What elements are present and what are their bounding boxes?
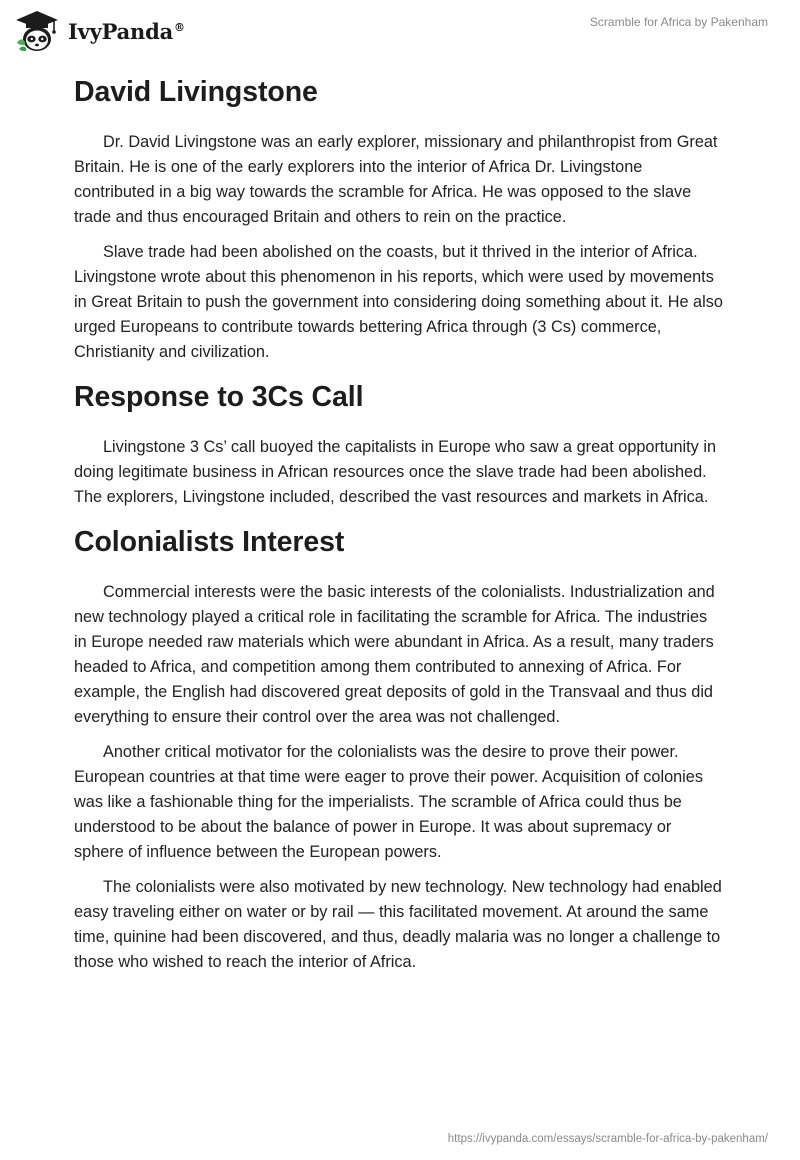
- section-heading-david-livingstone: David Livingstone: [74, 76, 318, 108]
- paragraph: Commercial interests were the basic interests of the colonialists. Industrialization and new technology played a critical role in facilitating the scramble for Africa. The industries in Europe needed raw materials which were abundant in Africa. As a result, many traders headed to Africa, and competition among them contributed to annexing of Africa. For example, the English had discovered great deposits of gold in the Transvaal and thus did everything to ensure their control over the area was not challenged.: [74, 583, 715, 726]
- document-title: Scramble for Africa by Pakenham: [589, 15, 768, 29]
- paragraph: The colonialists were also motivated by new technology. New technology had enabled easy traveling either on water or by rail — this facilitated movement. At around the same time, quinine had been discovered, and thus, deadly malaria was no longer a challenge to those who wished to reach the interior of Africa.: [74, 878, 722, 971]
- brand-name: IvyPanda®: [68, 18, 185, 44]
- panda-graduate-icon: [14, 9, 60, 53]
- page-header: [0, 0, 800, 60]
- registered-mark: ®: [174, 20, 185, 34]
- paragraph: Another critical motivator for the colonialists was the desire to prove their power. European countries at that time were eager to prove their power. Acquisition of colonies was like a fashionable thing for the imperialists. The scramble of Africa could thus be understood to be about the balance of power in Europe. It was about supremacy or sphere of influence between the European powers.: [74, 743, 703, 861]
- source-url-link[interactable]: https://ivypanda.com/essays/scramble-for-africa-by-pakenham/: [447, 1133, 768, 1145]
- section-heading-response-to-3cs-call: Response to 3Cs Call: [74, 381, 364, 413]
- paragraph: Livingstone 3 Cs’ call buoyed the capitalists in Europe who saw a great opportunity in doing legitimate business in African resources once the slave trade had been abolished. The explorers, Livingstone included, described the vast resources and markets in Africa.: [74, 438, 717, 506]
- brand-logo[interactable]: [14, 9, 185, 53]
- paragraph: Dr. David Livingstone was an early explorer, missionary and philanthropist from Great Britain. He is one of the early explorers into the interior of Africa Dr. Livingstone contributed in a big way towards the scramble for Africa. He was opposed to the slave trade and thus encouraged Britain and others to rein on the practice.: [74, 133, 718, 226]
- section-heading-colonialists-interest: Colonialists Interest: [74, 526, 345, 558]
- paragraph: Slave trade had been abolished on the coasts, but it thrived in the interior of Africa. Livingstone wrote about this phenomenon in his reports, which were used by movements in Great Britain to push the government into considering doing something about it. He also urged Europeans to contribute towards bettering Africa through (3 Cs) commerce, Christianity and civilization.: [74, 243, 723, 361]
- essay-body: [74, 70, 724, 985]
